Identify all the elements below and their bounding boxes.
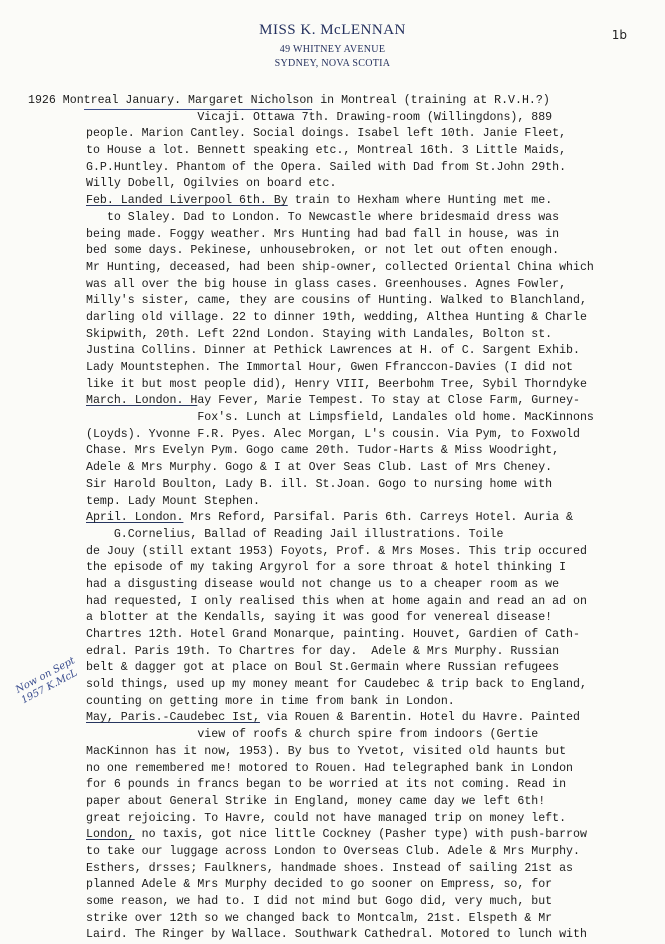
text-line: to take our luggage across London to Overseas Club. Adele & Mrs Murphy. bbox=[86, 844, 580, 858]
text-line: Willy Dobell, Ogilvies on board etc. bbox=[86, 177, 337, 191]
text-line: temp. Lady Mount Stephen. bbox=[86, 494, 260, 508]
section-heading: April. London. bbox=[86, 511, 184, 525]
text-line: G.P.Huntley. Phantom of the Opera. Sailed with Dad from St.John 29th. bbox=[86, 160, 567, 174]
text-line: MacKinnon has it now, 1953). By bus to Yvetot, visited old haunts but bbox=[86, 744, 567, 758]
text-line: darling old village. 22 to dinner 19th, wedding, Althea Hunting & Charle bbox=[86, 310, 587, 324]
text-line: (Loyds). Yvonne F.R. Pyes. Alec Morgan, L's cousin. Via Pym, to Foxwold bbox=[86, 427, 580, 441]
text-line: edral. Paris 19th. To Chartres for day. Adele & Mrs Murphy. Russian bbox=[86, 644, 560, 658]
text-line: Vicaji. Ottawa 7th. Drawing-room (Willingdons), 889 bbox=[86, 110, 553, 124]
text-line: Skipwith, 20th. Left 22nd London. Staying with Landales, Bolton st. bbox=[86, 327, 553, 341]
line-rest: via Rouen & Barentin. Hotel du Havre. Painted bbox=[259, 711, 580, 725]
text-line: Mr Hunting, deceased, had been ship-owner, collected Oriental China which bbox=[86, 260, 594, 274]
text-line: counting on getting more in time from bank in London. bbox=[86, 694, 455, 708]
text-line: Laird. The Ringer by Wallace. Southwark Cathedral. Motored to lunch with bbox=[86, 928, 587, 942]
text-line: G.Cornelius, Ballad of Reading Jail illustrations. Toile bbox=[86, 527, 504, 541]
line-rest: ay Fever, Marie Tempest. To stay at Close Farm, Gurney- bbox=[197, 394, 580, 408]
text-line bbox=[86, 510, 665, 527]
text-line: was all over the big house in glass cases. Greenhouses. Agnes Fowler, bbox=[86, 277, 567, 291]
text-line: Adele & Mrs Murphy. Gogo & I at Over Seas Club. Last of Mrs Cheney. bbox=[86, 461, 553, 475]
text-line: the episode of my taking Argyrol for a sore throat & hotel thinking I bbox=[86, 561, 567, 575]
text-line: de Jouy (still extant 1953) Foyots, Prof. & Mrs Moses. This trip occured bbox=[86, 544, 587, 558]
text-line: Esthers, drsses; Faulkners, handmade shoes. Instead of sailing 21st as bbox=[86, 861, 574, 875]
line-rest: Mrs Reford, Parsifal. Paris 6th. Carreys Hotel. Auria & bbox=[183, 511, 574, 525]
section-heading: May, Paris.-Caudebec Ist, bbox=[86, 711, 260, 725]
text-line: great rejoicing. To Havre, could not have managed trip on money left. bbox=[86, 811, 567, 825]
text-line: Lady Mountstephen. The Immortal Hour, Gwen Ffranccon-Davies (I did not bbox=[86, 361, 574, 374]
text-line: for 6 pounds in francs began to be worried at its not coming. Read in bbox=[86, 778, 567, 792]
line-rest: no taxis, got nice little Cockney (Pasher type) with push-barrow bbox=[134, 828, 587, 842]
text-line: view of roofs & church spire from indoors (Gertie bbox=[86, 728, 539, 742]
text-line: Chase. Mrs Evelyn Pym. Gogo came 20th. Tudor-Harts & Miss Woodright, bbox=[86, 444, 560, 458]
text-line bbox=[86, 393, 665, 410]
text-line: people. Marion Cantley. Social doings. Isabel left 10th. Janie Fleet, bbox=[86, 127, 567, 141]
letterhead-address: 49 WHITNEY AVENUE bbox=[279, 44, 386, 55]
letterhead bbox=[0, 22, 665, 69]
text-line: bed some days. Pekinese, unhousebroken, or not let out often enough. bbox=[86, 244, 560, 258]
handwritten-margin-note: Now on Sept 1957 K.McL bbox=[14, 655, 80, 707]
text-line: to House a lot. Bennett speaking etc., Montreal 16th. 3 Little Maids, bbox=[86, 144, 567, 158]
text-line: a blotter at the Kendalls, saying it was good for venereal disease! bbox=[86, 611, 553, 625]
text-line: Justina Collins. Dinner at Pethick Lawrences at H. of C. Sargent Exhib. bbox=[86, 344, 580, 358]
section-heading: London, bbox=[86, 828, 135, 842]
text-line: Sir Harold Boulton, Lady B. ill. St.Joan. Gogo to nursing home with bbox=[86, 477, 553, 491]
text-line: sold things, used up my money meant for Caudebec & trip back to England, bbox=[86, 678, 587, 692]
text-line: belt & dagger got at place on Boul St.Germain where Russian refugees bbox=[86, 661, 560, 675]
text-line: paper about General Strike in England, money came day we left 6th! bbox=[86, 794, 546, 808]
page-number: 1b bbox=[611, 28, 627, 42]
section-heading: March. London. H bbox=[86, 394, 198, 408]
text-line: some reason, we had to. I did not mind but Gogo did, very much, but bbox=[86, 895, 553, 908]
text-line: no one remembered me! motored to Rouen. Had telegraphed bank in London bbox=[86, 761, 574, 775]
text-line: had requested, I only realised this when at home again and read an ad on bbox=[86, 594, 587, 608]
text-line: Milly's sister, came, they are cousins of Hunting. Walked to Blanchland, bbox=[86, 294, 587, 308]
text-line: Chartres 12th. Hotel Grand Monarque, painting. Houvet, Gardien of Cath- bbox=[86, 628, 580, 641]
text-line bbox=[86, 710, 665, 727]
text-line: like it but most people did), Henry VIII, Beerbohm Tree, Sybil Thorndyke bbox=[86, 377, 587, 391]
text-line: to Slaley. Dad to London. To Newcastle where bridesmaid dress was bbox=[86, 210, 560, 224]
letterhead-city: SYDNEY, NOVA SCOTIA bbox=[274, 58, 391, 69]
text-line: Fox's. Lunch at Limpsfield, Landales old home. MacKinnons bbox=[86, 411, 594, 425]
line-rest: train to Hexham where Hunting met me. bbox=[287, 194, 553, 208]
text-line: planned Adele & Mrs Murphy decided to go sooner on Empress, so, for bbox=[86, 878, 553, 892]
text-line: strike over 12th so we changed back to Montcalm, 21st. Elspeth & Mr bbox=[86, 911, 553, 925]
text-line: being made. Foggy weather. Mrs Hunting had bad fall in house, was in bbox=[86, 227, 560, 241]
section-heading: Feb. Landed Liverpool 6th. By bbox=[86, 194, 288, 208]
text-line: had a disgusting disease would not change us to a cheaper room as we bbox=[86, 577, 560, 591]
text-line: 1926 Montreal January. Margaret Nicholson in Montreal (training at R.V.H.?) bbox=[28, 94, 550, 107]
letterhead-name: MISS K. McLENNAN bbox=[259, 22, 406, 38]
text-line bbox=[86, 827, 665, 844]
text-line bbox=[86, 193, 665, 210]
